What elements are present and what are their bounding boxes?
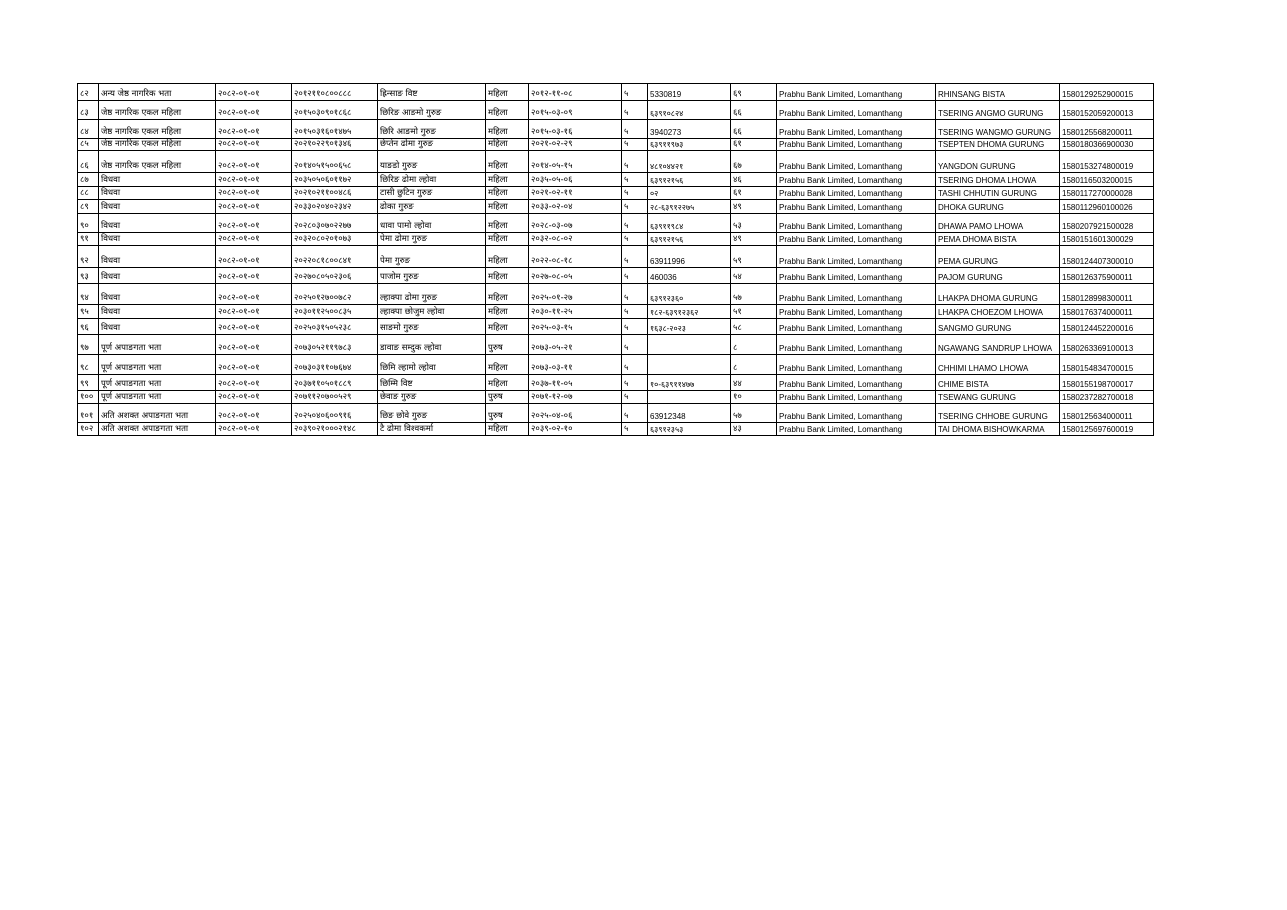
table-row [78, 120, 1154, 139]
cell-name-english: TSERING CHHOBE GURUNG [936, 404, 1060, 423]
cell-id-number: २०३७११०५०१८८९ [292, 375, 378, 391]
cell-citizenship-no: 460036 [648, 268, 731, 284]
cell-allowance-type: विधवा [99, 173, 216, 187]
cell-name-english: DHAWA PAMO LHOWA [936, 214, 1060, 233]
cell-birth-date: २०३०-११-२५ [529, 305, 622, 319]
cell-birth-date: २०१५-०३-०९ [529, 101, 622, 120]
cell-name-nepali: छिमि ल्हामो ल्होवा [378, 355, 486, 375]
cell-name-nepali: पेमा ढोमा गुरुङ [378, 233, 486, 246]
cell-start-date: २०८२-०१-०१ [216, 233, 292, 246]
cell-bank-name: Prabhu Bank Limited, Lomanthang [777, 246, 936, 268]
cell-gender: महिला [486, 233, 529, 246]
cell-allowance-type: विधवा [99, 305, 216, 319]
cell-account-number: 1580125568200011 [1060, 120, 1154, 139]
cell-birth-date: २०२१-०२-११ [529, 187, 622, 200]
cell-allowance-type: जेष्ठ नागरिक एकल महिला [99, 151, 216, 173]
cell-birth-date: २०७३-०५-२१ [529, 335, 622, 355]
cell-age: ५७ [731, 404, 777, 423]
cell-id-number: २०२१०२२९०१३४६ [292, 139, 378, 151]
cell-gender: महिला [486, 101, 529, 120]
cell-allowance-type: विधवा [99, 200, 216, 214]
table-row [78, 233, 1154, 246]
cell-allowance-type: पूर्ण अपाङगता भता [99, 355, 216, 375]
cell-start-date: २०८२-०१-०१ [216, 375, 292, 391]
cell-ward: ५ [622, 284, 648, 305]
table-row [78, 200, 1154, 214]
cell-bank-name: Prabhu Bank Limited, Lomanthang [777, 84, 936, 101]
cell-account-number: 1580117270000028 [1060, 187, 1154, 200]
table-row [78, 151, 1154, 173]
cell-start-date: २०८२-०१-०१ [216, 214, 292, 233]
cell-birth-date: २०१५-०३-१६ [529, 120, 622, 139]
cell-allowance-type: विधवा [99, 187, 216, 200]
cell-serial: ८८ [78, 187, 99, 200]
cell-account-number: 1580207921500028 [1060, 214, 1154, 233]
cell-birth-date: २०३३-०२-०४ [529, 200, 622, 214]
cell-ward: ५ [622, 84, 648, 101]
cell-age: ६७ [731, 151, 777, 173]
cell-name-nepali: धावा पामो ल्होवा [378, 214, 486, 233]
cell-gender: पुरुष [486, 404, 529, 423]
cell-age: ५८ [731, 319, 777, 335]
cell-citizenship-no: 5330819 [648, 84, 731, 101]
cell-age: ५१ [731, 305, 777, 319]
cell-birth-date: २०२१-०२-२९ [529, 139, 622, 151]
cell-citizenship-no: 3940273 [648, 120, 731, 139]
cell-age: ८ [731, 335, 777, 355]
cell-birth-date: २०२२-०८-१८ [529, 246, 622, 268]
cell-start-date: २०८२-०१-०१ [216, 391, 292, 404]
table-row [78, 246, 1154, 268]
cell-name-english: RHINSANG BISTA [936, 84, 1060, 101]
cell-birth-date: २०३५-०५-०६ [529, 173, 622, 187]
table-row [78, 284, 1154, 305]
cell-citizenship-no: २८-६३९१२२७५ [648, 200, 731, 214]
cell-age: ४३ [731, 423, 777, 436]
cell-id-number: २०३०११२५००८३५ [292, 305, 378, 319]
cell-serial: ९७ [78, 335, 99, 355]
cell-account-number: 1580125634000011 [1060, 404, 1154, 423]
cell-gender: महिला [486, 200, 529, 214]
cell-citizenship-no: १६३८-२०२३ [648, 319, 731, 335]
cell-gender: महिला [486, 214, 529, 233]
cell-serial: ९९ [78, 375, 99, 391]
cell-id-number: २०७३०५२११९७८३ [292, 335, 378, 355]
cell-ward: ५ [622, 101, 648, 120]
cell-id-number: २०२५०१२७००७८२ [292, 284, 378, 305]
cell-account-number: 1580152059200013 [1060, 101, 1154, 120]
cell-account-number: 1580124407300010 [1060, 246, 1154, 268]
cell-birth-date: २०७३-०३-११ [529, 355, 622, 375]
cell-gender: महिला [486, 355, 529, 375]
cell-serial: ८९ [78, 200, 99, 214]
cell-ward: ५ [622, 120, 648, 139]
cell-citizenship-no: ६३९१२१५६ [648, 233, 731, 246]
cell-account-number: 1580263369100013 [1060, 335, 1154, 355]
cell-citizenship-no: ६३९१२३६० [648, 284, 731, 305]
cell-name-english: TSERING DHOMA LHOWA [936, 173, 1060, 187]
table-row [78, 84, 1154, 101]
cell-id-number: २०७३०३११०७६७४ [292, 355, 378, 375]
cell-id-number: २०२८०३०७०२२७७ [292, 214, 378, 233]
cell-serial: १०१ [78, 404, 99, 423]
cell-name-english: NGAWANG SANDRUP LHOWA [936, 335, 1060, 355]
cell-age: ५७ [731, 284, 777, 305]
cell-account-number: 1580116503200015 [1060, 173, 1154, 187]
cell-gender: महिला [486, 319, 529, 335]
cell-id-number: २०२५०४०६००९१६ [292, 404, 378, 423]
table-row [78, 139, 1154, 151]
cell-birth-date: २०२५-०१-२७ [529, 284, 622, 305]
cell-id-number: २०१४०५१५००६५८ [292, 151, 378, 173]
cell-birth-date: २०२७-०८-०५ [529, 268, 622, 284]
cell-id-number: २०३९०२१०००२१४८ [292, 423, 378, 436]
cell-gender: महिला [486, 84, 529, 101]
cell-name-nepali: छिरिङ आङमो गुरुङ [378, 101, 486, 120]
cell-account-number: 1580126375900011 [1060, 268, 1154, 284]
cell-start-date: २०८२-०१-०१ [216, 139, 292, 151]
cell-account-number: 1580154834700015 [1060, 355, 1154, 375]
cell-gender: महिला [486, 423, 529, 436]
table-row [78, 101, 1154, 120]
cell-start-date: २०८२-०१-०१ [216, 120, 292, 139]
cell-start-date: २०८२-०१-०१ [216, 284, 292, 305]
cell-bank-name: Prabhu Bank Limited, Lomanthang [777, 120, 936, 139]
cell-bank-name: Prabhu Bank Limited, Lomanthang [777, 187, 936, 200]
cell-bank-name: Prabhu Bank Limited, Lomanthang [777, 423, 936, 436]
cell-id-number: २०१५०३०९०१८६८ [292, 101, 378, 120]
cell-name-english: LHAKPA CHOEZOM LHOWA [936, 305, 1060, 319]
cell-birth-date: २०२५-०४-०६ [529, 404, 622, 423]
cell-citizenship-no: 63912348 [648, 404, 731, 423]
cell-name-nepali: छिम्मि विष्ट [378, 375, 486, 391]
cell-allowance-type: जेष्ठ नागरिक एकल महिला [99, 120, 216, 139]
table-row [78, 305, 1154, 319]
cell-allowance-type: पूर्ण अपाङगता भता [99, 335, 216, 355]
cell-id-number: २०२५०३१५०५२३८ [292, 319, 378, 335]
cell-start-date: २०८२-०१-०१ [216, 187, 292, 200]
cell-id-number: २०२२०८१८००८४१ [292, 246, 378, 268]
cell-id-number: २०१५०३१६०१४७५ [292, 120, 378, 139]
cell-serial: ८५ [78, 139, 99, 151]
cell-start-date: २०८२-०१-०१ [216, 246, 292, 268]
cell-allowance-type: अन्य जेष्ठ नागरिक भता [99, 84, 216, 101]
cell-id-number: २०२१०२११००४८६ [292, 187, 378, 200]
cell-ward: ५ [622, 214, 648, 233]
cell-ward: ५ [622, 173, 648, 187]
cell-serial: ८४ [78, 120, 99, 139]
cell-id-number: २०३३०२०४०२३४२ [292, 200, 378, 214]
cell-bank-name: Prabhu Bank Limited, Lomanthang [777, 173, 936, 187]
cell-start-date: २०८२-०१-०१ [216, 200, 292, 214]
cell-birth-date: २०३९-०२-१० [529, 423, 622, 436]
cell-birth-date: २०१२-११-०८ [529, 84, 622, 101]
cell-gender: महिला [486, 173, 529, 187]
cell-birth-date: २०३२-०८-०२ [529, 233, 622, 246]
cell-allowance-type: जेष्ठ नागरिक एकल महिला [99, 101, 216, 120]
cell-ward: ५ [622, 391, 648, 404]
cell-gender: महिला [486, 246, 529, 268]
cell-account-number: 1580151601300029 [1060, 233, 1154, 246]
cell-age: ६६ [731, 101, 777, 120]
cell-gender: महिला [486, 284, 529, 305]
cell-birth-date: २०२५-०३-१५ [529, 319, 622, 335]
cell-ward: ५ [622, 335, 648, 355]
cell-name-nepali: डावाङ सम्दुक ल्होवा [378, 335, 486, 355]
cell-serial: ९३ [78, 268, 99, 284]
cell-ward: ५ [622, 268, 648, 284]
table-row [78, 319, 1154, 335]
cell-name-nepali: साङमो गुरुङ [378, 319, 486, 335]
cell-age: ६९ [731, 84, 777, 101]
cell-ward: ५ [622, 319, 648, 335]
cell-allowance-type: जेष्ठ नागरिक एकल महिला [99, 139, 216, 151]
cell-age: ५४ [731, 268, 777, 284]
cell-ward: ५ [622, 246, 648, 268]
cell-gender: पुरुष [486, 391, 529, 404]
cell-bank-name: Prabhu Bank Limited, Lomanthang [777, 404, 936, 423]
cell-age: ४९ [731, 233, 777, 246]
cell-start-date: २०८२-०१-०१ [216, 268, 292, 284]
cell-gender: महिला [486, 151, 529, 173]
cell-name-english: PEMA GURUNG [936, 246, 1060, 268]
cell-serial: ९१ [78, 233, 99, 246]
cell-age: ४४ [731, 375, 777, 391]
cell-bank-name: Prabhu Bank Limited, Lomanthang [777, 200, 936, 214]
cell-birth-date: २०३७-११-०५ [529, 375, 622, 391]
cell-gender: महिला [486, 305, 529, 319]
cell-start-date: २०८२-०१-०१ [216, 84, 292, 101]
cell-start-date: २०८२-०१-०१ [216, 173, 292, 187]
cell-bank-name: Prabhu Bank Limited, Lomanthang [777, 214, 936, 233]
cell-citizenship-no: ४८१०४४२१ [648, 151, 731, 173]
cell-name-english: CHIME BISTA [936, 375, 1060, 391]
cell-bank-name: Prabhu Bank Limited, Lomanthang [777, 268, 936, 284]
cell-birth-date: २०१४-०५-१५ [529, 151, 622, 173]
cell-name-nepali: छिरिङ ढोमा ल्होवा [378, 173, 486, 187]
cell-allowance-type: विधवा [99, 246, 216, 268]
cell-age: ८ [731, 355, 777, 375]
cell-account-number: 1580125697600019 [1060, 423, 1154, 436]
cell-serial: ८६ [78, 151, 99, 173]
cell-gender: महिला [486, 268, 529, 284]
cell-allowance-type: पूर्ण अपाङगता भता [99, 375, 216, 391]
cell-account-number: 1580112960100026 [1060, 200, 1154, 214]
cell-age: ५९ [731, 246, 777, 268]
cell-name-nepali: याङडो गुरुङ [378, 151, 486, 173]
cell-citizenship-no: १०-६३९११४७७ [648, 375, 731, 391]
cell-name-english: PEMA DHOMA BISTA [936, 233, 1060, 246]
table-row [78, 187, 1154, 200]
cell-account-number: 1580128998300011 [1060, 284, 1154, 305]
table-row [78, 214, 1154, 233]
cell-name-nepali: ल्हाक्पा ढोमा गुरुङ [378, 284, 486, 305]
cell-bank-name: Prabhu Bank Limited, Lomanthang [777, 335, 936, 355]
cell-ward: ५ [622, 139, 648, 151]
cell-bank-name: Prabhu Bank Limited, Lomanthang [777, 391, 936, 404]
cell-birth-date: २०७१-१२-०७ [529, 391, 622, 404]
cell-name-english: SANGMO GURUNG [936, 319, 1060, 335]
cell-serial: ९२ [78, 246, 99, 268]
cell-citizenship-no: ६३९११९७३ [648, 139, 731, 151]
cell-birth-date: २०२८-०३-०७ [529, 214, 622, 233]
cell-id-number: २०३२०८०२०१०७३ [292, 233, 378, 246]
cell-id-number: २०२७०८०५०२३०६ [292, 268, 378, 284]
cell-name-english: TASHI CHHUTIN GURUNG [936, 187, 1060, 200]
cell-bank-name: Prabhu Bank Limited, Lomanthang [777, 233, 936, 246]
cell-id-number: २०३५०५०६०११७२ [292, 173, 378, 187]
cell-allowance-type: विधवा [99, 268, 216, 284]
cell-serial: ९४ [78, 284, 99, 305]
table-row [78, 268, 1154, 284]
cell-bank-name: Prabhu Bank Limited, Lomanthang [777, 375, 936, 391]
cell-start-date: २०८२-०१-०१ [216, 355, 292, 375]
cell-gender: महिला [486, 139, 529, 151]
cell-start-date: २०८२-०१-०१ [216, 151, 292, 173]
cell-ward: ५ [622, 355, 648, 375]
cell-allowance-type: अति अशक्त अपाङगता भता [99, 423, 216, 436]
cell-age: ४९ [731, 200, 777, 214]
cell-name-nepali: छिङ छोवे गुरुङ [378, 404, 486, 423]
cell-account-number: 1580237282700018 [1060, 391, 1154, 404]
cell-citizenship-no: ६३९१०८२४ [648, 101, 731, 120]
cell-start-date: २०८२-०१-०१ [216, 319, 292, 335]
cell-name-english: YANGDON GURUNG [936, 151, 1060, 173]
cell-gender: महिला [486, 120, 529, 139]
cell-serial: १०० [78, 391, 99, 404]
cell-bank-name: Prabhu Bank Limited, Lomanthang [777, 139, 936, 151]
cell-start-date: २०८२-०१-०१ [216, 101, 292, 120]
cell-name-english: PAJOM GURUNG [936, 268, 1060, 284]
table-row [78, 423, 1154, 436]
cell-allowance-type: विधवा [99, 233, 216, 246]
cell-name-english: TSEPTEN DHOMA GURUNG [936, 139, 1060, 151]
cell-age: ६१ [731, 139, 777, 151]
cell-bank-name: Prabhu Bank Limited, Lomanthang [777, 284, 936, 305]
cell-serial: ८३ [78, 101, 99, 120]
cell-name-nepali: ढोका गुरुङ [378, 200, 486, 214]
cell-name-english: CHHIMI LHAMO LHOWA [936, 355, 1060, 375]
cell-citizenship-no [648, 391, 731, 404]
cell-name-english: TSEWANG GURUNG [936, 391, 1060, 404]
cell-allowance-type: अति अशक्त अपाङगता भता [99, 404, 216, 423]
cell-ward: ५ [622, 200, 648, 214]
cell-age: १० [731, 391, 777, 404]
cell-name-nepali: ह्रिन्साङ विष्ट [378, 84, 486, 101]
cell-ward: ५ [622, 375, 648, 391]
cell-account-number: 1580153274800019 [1060, 151, 1154, 173]
cell-start-date: २०८२-०१-०१ [216, 423, 292, 436]
cell-account-number: 1580155198700017 [1060, 375, 1154, 391]
cell-bank-name: Prabhu Bank Limited, Lomanthang [777, 355, 936, 375]
cell-ward: ५ [622, 423, 648, 436]
cell-ward: ५ [622, 305, 648, 319]
cell-name-nepali: पेमा गुरुङ [378, 246, 486, 268]
cell-name-english: TSERING ANGMO GURUNG [936, 101, 1060, 120]
cell-name-nepali: छिरि आङमो गुरुङ [378, 120, 486, 139]
cell-account-number: 1580124452200016 [1060, 319, 1154, 335]
cell-allowance-type: विधवा [99, 214, 216, 233]
cell-name-nepali: ल्हाक्पा छोजुम ल्होवा [378, 305, 486, 319]
cell-ward: ५ [622, 233, 648, 246]
cell-start-date: २०८२-०१-०१ [216, 404, 292, 423]
cell-name-nepali: टै ढोमा विश्वकर्मा [378, 423, 486, 436]
cell-id-number: २०१२११०८००८८८ [292, 84, 378, 101]
cell-gender: महिला [486, 375, 529, 391]
cell-ward: ५ [622, 187, 648, 200]
cell-ward: ५ [622, 404, 648, 423]
cell-serial: ९० [78, 214, 99, 233]
cell-allowance-type: पूर्ण अपाङगता भता [99, 391, 216, 404]
cell-name-english: LHAKPA DHOMA GURUNG [936, 284, 1060, 305]
cell-serial: ८२ [78, 84, 99, 101]
cell-citizenship-no: 63911996 [648, 246, 731, 268]
cell-citizenship-no: ६३९१२१५६ [648, 173, 731, 187]
cell-allowance-type: विधवा [99, 284, 216, 305]
cell-bank-name: Prabhu Bank Limited, Lomanthang [777, 319, 936, 335]
cell-gender: महिला [486, 187, 529, 200]
cell-account-number: 1580176374000011 [1060, 305, 1154, 319]
cell-serial: ९८ [78, 355, 99, 375]
cell-id-number: २०७११२०७००५२९ [292, 391, 378, 404]
table-row [78, 404, 1154, 423]
table-row [78, 173, 1154, 187]
cell-bank-name: Prabhu Bank Limited, Lomanthang [777, 151, 936, 173]
cell-age: ६६ [731, 120, 777, 139]
cell-name-english: DHOKA GURUNG [936, 200, 1060, 214]
cell-name-english: TSERING WANGMO GURUNG [936, 120, 1060, 139]
table-row [78, 375, 1154, 391]
cell-name-nepali: छेप्तेन ढोमा गुरुङ [378, 139, 486, 151]
cell-citizenship-no: ६३९११९८४ [648, 214, 731, 233]
table-row [78, 335, 1154, 355]
cell-age: ४६ [731, 173, 777, 187]
cell-serial: १०२ [78, 423, 99, 436]
cell-gender: पुरुष [486, 335, 529, 355]
table-row [78, 391, 1154, 404]
cell-serial: ९५ [78, 305, 99, 319]
cell-citizenship-no [648, 355, 731, 375]
cell-name-nepali: टासी छुटिन गुरुङ [378, 187, 486, 200]
cell-citizenship-no: ६३९१२३५३ [648, 423, 731, 436]
cell-account-number: 1580180366900030 [1060, 139, 1154, 151]
cell-start-date: २०८२-०१-०१ [216, 335, 292, 355]
table-row [78, 355, 1154, 375]
cell-account-number: 1580129252900015 [1060, 84, 1154, 101]
cell-name-nepali: पाजोम गुरुङ [378, 268, 486, 284]
beneficiary-table [77, 83, 1154, 436]
cell-serial: ८७ [78, 173, 99, 187]
cell-allowance-type: विधवा [99, 319, 216, 335]
cell-bank-name: Prabhu Bank Limited, Lomanthang [777, 305, 936, 319]
cell-age: ६१ [731, 187, 777, 200]
cell-ward: ५ [622, 151, 648, 173]
cell-name-english: TAI DHOMA BISHOWKARMA [936, 423, 1060, 436]
cell-citizenship-no: ०२ [648, 187, 731, 200]
cell-citizenship-no [648, 335, 731, 355]
cell-name-nepali: छेवाङ गुरुङ [378, 391, 486, 404]
cell-start-date: २०८२-०१-०१ [216, 305, 292, 319]
cell-citizenship-no: १८२-६३९१२३६२ [648, 305, 731, 319]
cell-bank-name: Prabhu Bank Limited, Lomanthang [777, 101, 936, 120]
cell-serial: ९६ [78, 319, 99, 335]
cell-age: ५३ [731, 214, 777, 233]
